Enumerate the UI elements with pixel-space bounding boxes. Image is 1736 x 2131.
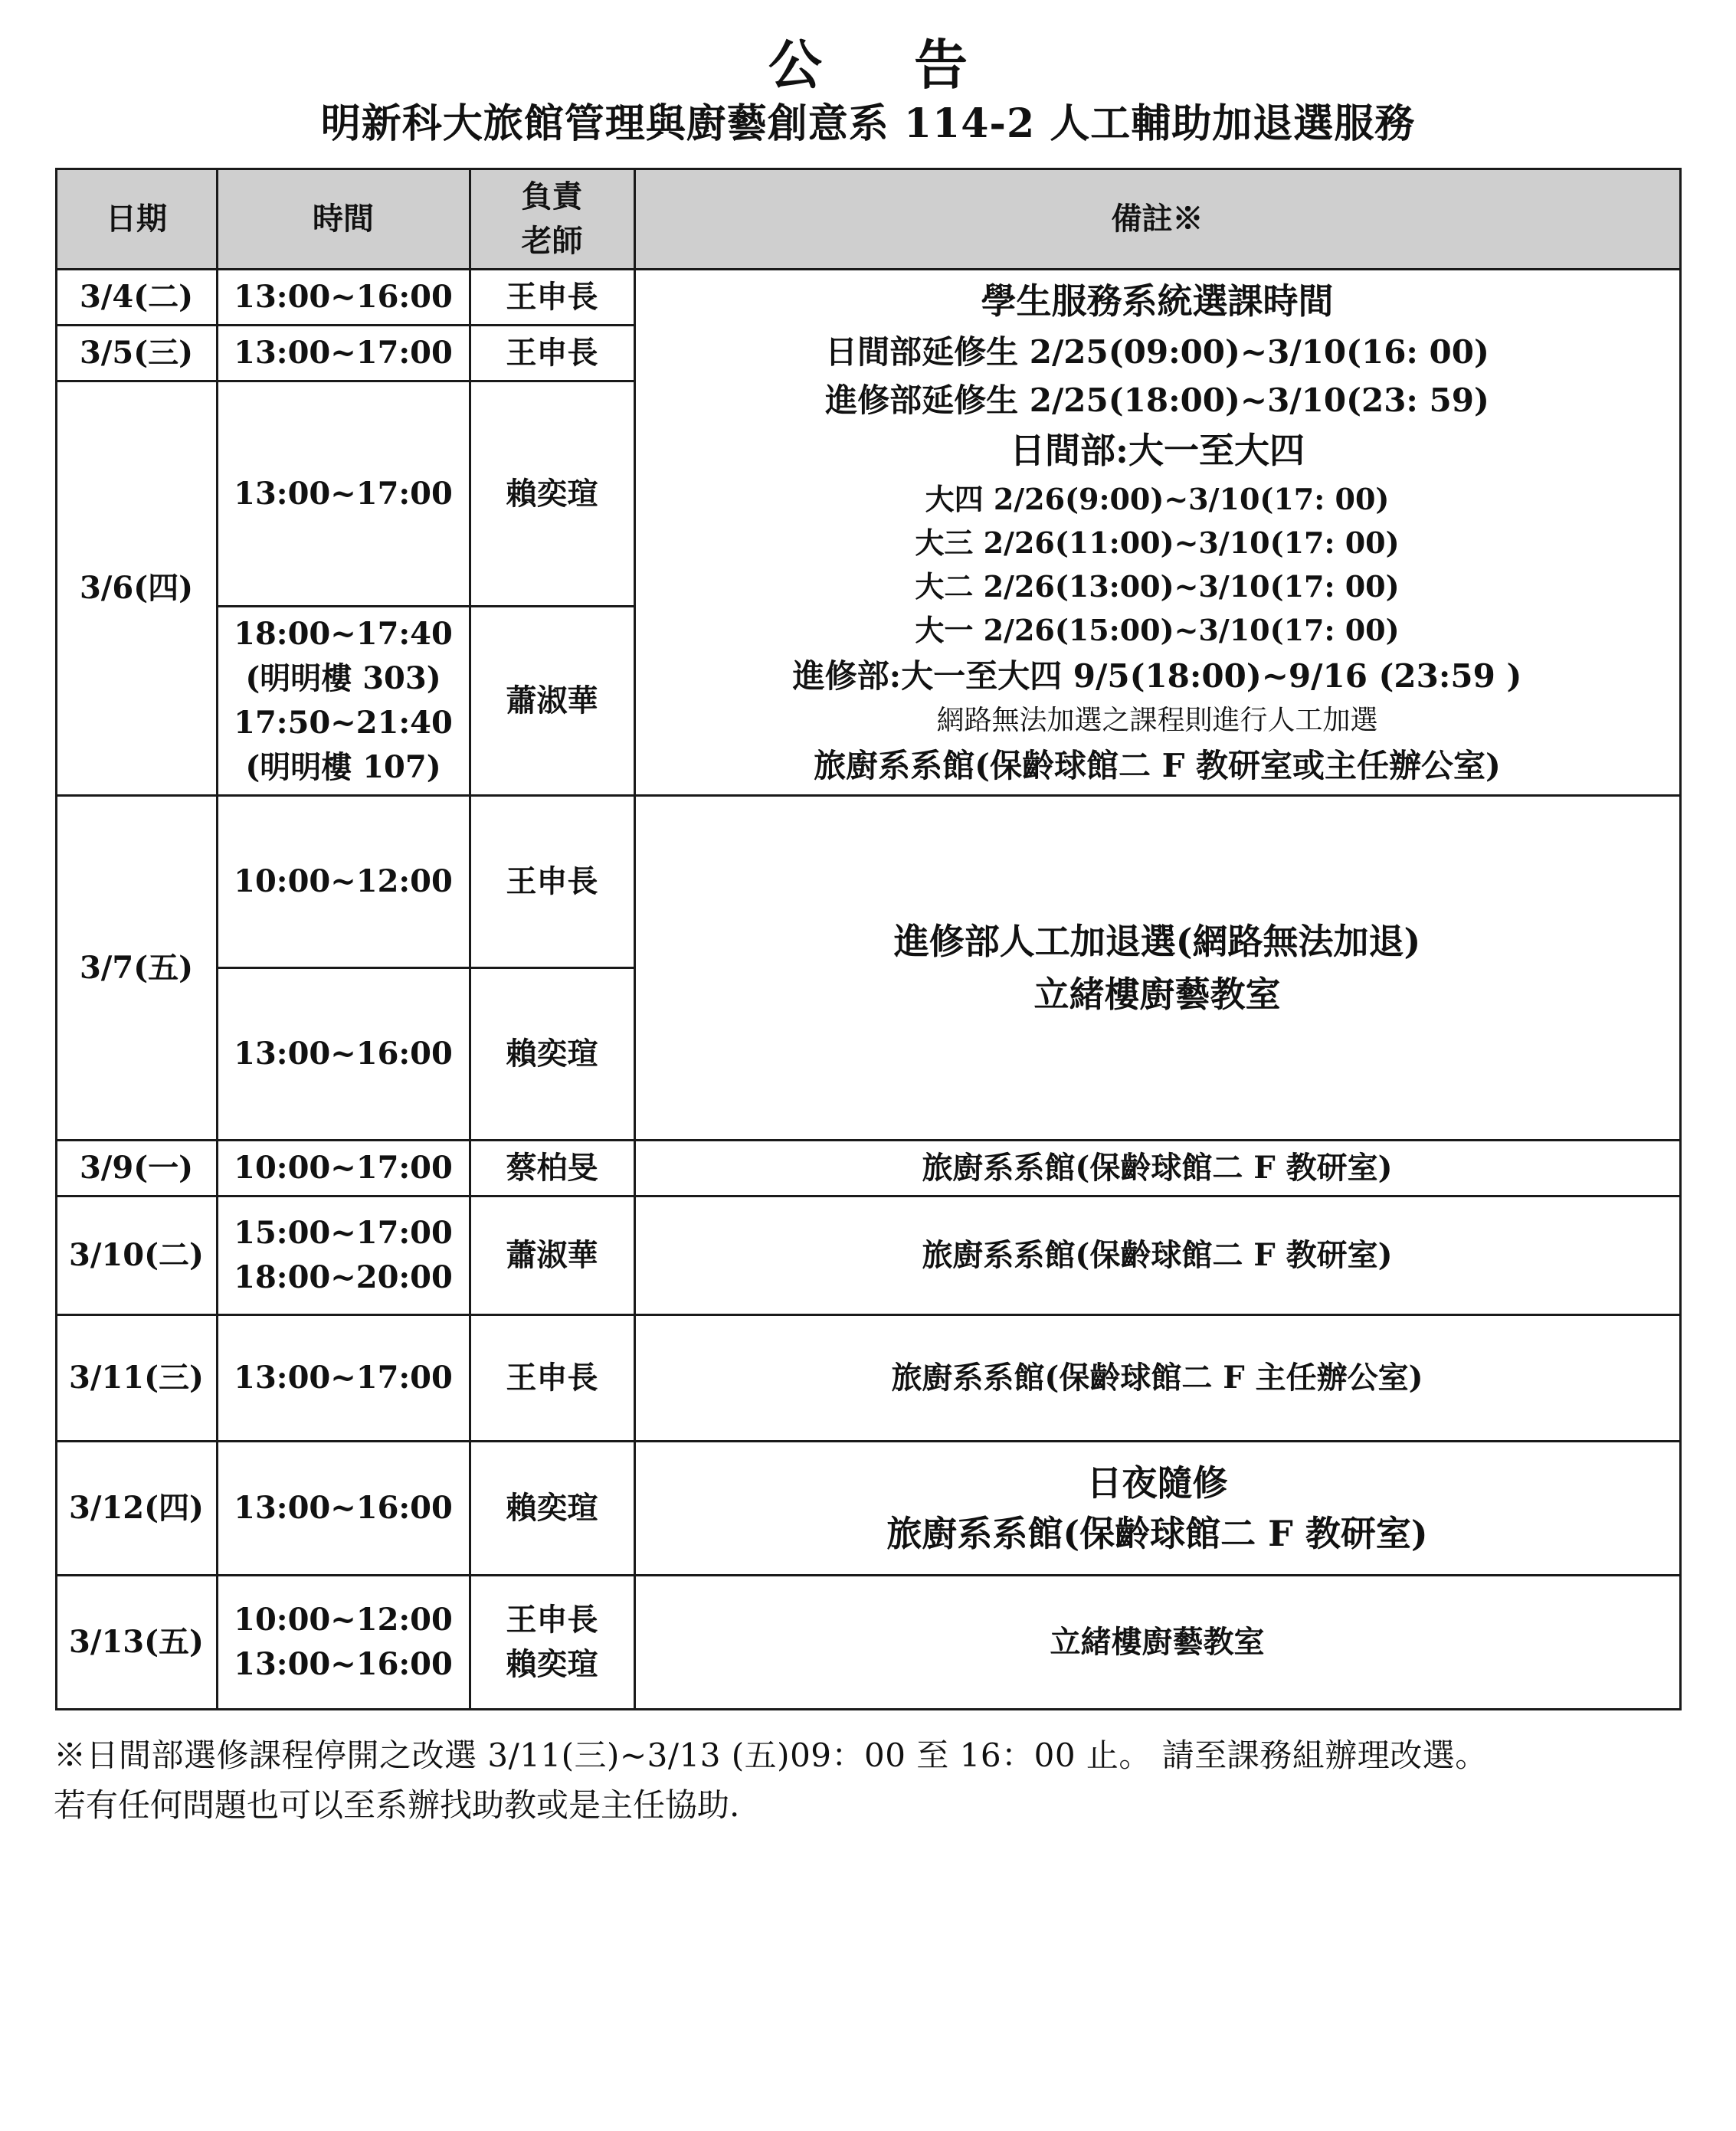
cell-teacher: 王申長: [470, 1315, 634, 1442]
cell-time: [217, 1196, 470, 1315]
cell-time: 13:00~16:00: [217, 270, 470, 326]
cell-time: [217, 1576, 470, 1710]
footnote-line: ※日間部選修課程停開之改選 3/11(三)~3/13 (五)09：00 至 16：00 止。 請至課務組辦理改選。: [54, 1737, 1488, 1775]
remark-lines: [639, 275, 1676, 790]
header-time: 時間: [217, 169, 470, 270]
cell-time: [217, 607, 470, 796]
remark-line: 進修部:大一至大四 9/5(18:00)~9/16 (23:59 ): [792, 657, 1522, 696]
cell-remark: 旅廚系系館(保齡球館二 F 教研室): [634, 1196, 1680, 1315]
cell-time: 10:00~12:00: [217, 796, 470, 968]
schedule-table: [55, 168, 1682, 1710]
cell-teacher: 賴奕瑄: [470, 968, 634, 1141]
time-line: 17:50~21:40: [234, 705, 453, 741]
remark-line: 大四 2/26(9:00)~3/10(17: 00): [925, 482, 1390, 517]
teacher-line: 王申長: [506, 1602, 598, 1638]
table-row: [56, 1196, 1680, 1315]
remark-line: 日間部:大一至大四: [1010, 430, 1305, 472]
table-row: [56, 796, 1680, 968]
cell-time: 13:00~17:00: [217, 1315, 470, 1442]
footnotes: [54, 1730, 1708, 1830]
page-subtitle: 明新科大旅館管理與廚藝創意系 114-2 人工輔助加退選服務: [320, 100, 1416, 147]
table-row: [56, 1442, 1680, 1576]
cell-teacher: [470, 1576, 634, 1710]
table-header-row: [56, 169, 1680, 270]
header-teacher-line1: 負責: [521, 178, 583, 215]
footnote-line: 若有任何問題也可以至系辦找助教或是主任協助.: [54, 1786, 740, 1825]
table-row: [56, 1315, 1680, 1442]
time-line: (明明樓 107): [245, 749, 441, 786]
cell-time: 13:00~17:00: [217, 381, 470, 607]
cell-teacher: 蕭淑華: [470, 1196, 634, 1315]
time-line: 10:00~12:00: [234, 1602, 453, 1638]
cell-date: 3/11(三): [56, 1315, 217, 1442]
time-line: 18:00~20:00: [234, 1259, 453, 1296]
cell-remark-group-1: [634, 270, 1680, 796]
cell-remark: 旅廚系系館(保齡球館二 F 主任辦公室): [634, 1315, 1680, 1442]
cell-teacher: 王申長: [470, 326, 634, 381]
teacher-line: 賴奕瑄: [506, 1646, 598, 1683]
remark-line: 進修部人工加退選(網路無法加退): [893, 920, 1421, 962]
cell-remark: [634, 1442, 1680, 1576]
remark-line: 旅廚系系館(保齡球館二 F 教研室或主任辦公室): [814, 747, 1501, 785]
cell-remark: 旅廚系系館(保齡球館二 F 教研室): [634, 1141, 1680, 1196]
cell-date: 3/6(四): [56, 381, 217, 796]
page-title: 公 告: [768, 33, 1005, 97]
remark-line: 大一 2/26(15:00)~3/10(17: 00): [915, 613, 1400, 648]
cell-date: 3/10(二): [56, 1196, 217, 1315]
remark-line: 網路無法加選之課程則進行人工加選: [936, 705, 1378, 737]
cell-time: 13:00~16:00: [217, 1442, 470, 1576]
remark-line: 立緒樓廚藝教室: [1033, 973, 1281, 1015]
remark-line: 旅廚系系館(保齡球館二 F 教研室): [886, 1513, 1428, 1555]
time-line: 13:00~16:00: [234, 1646, 453, 1683]
remark-line: 進修部延修生 2/25(18:00)~3/10(23: 59): [825, 381, 1489, 420]
cell-teacher: 賴奕瑄: [470, 381, 634, 607]
header-date: 日期: [56, 169, 217, 270]
remark-line: 大三 2/26(11:00)~3/10(17: 00): [915, 525, 1400, 561]
cell-remark: 立緒樓廚藝教室: [634, 1576, 1680, 1710]
cell-date: 3/5(三): [56, 326, 217, 381]
header-teacher-line2: 老師: [521, 223, 583, 260]
time-line: 15:00~17:00: [234, 1215, 453, 1252]
remark-lines: [639, 915, 1676, 1021]
time-line: 18:00~17:40: [234, 616, 453, 653]
cell-time: 13:00~17:00: [217, 326, 470, 381]
time-line: (明明樓 303): [245, 660, 441, 697]
header-remark: 備註※: [634, 169, 1680, 270]
cell-date: 3/7(五): [56, 796, 217, 1141]
cell-teacher: 王申長: [470, 796, 634, 968]
table-row: [56, 270, 1680, 326]
remark-line: 日間部延修生 2/25(09:00)~3/10(16: 00): [825, 333, 1489, 372]
table-row: [56, 1576, 1680, 1710]
cell-time: 10:00~17:00: [217, 1141, 470, 1196]
cell-date: 3/4(二): [56, 270, 217, 326]
cell-teacher: 蕭淑華: [470, 607, 634, 796]
cell-date: 3/13(五): [56, 1576, 217, 1710]
header-teacher: [470, 169, 634, 270]
cell-teacher: 賴奕瑄: [470, 1442, 634, 1576]
remark-line: 大二 2/26(13:00)~3/10(17: 00): [915, 569, 1400, 604]
table-row: [56, 1141, 1680, 1196]
remark-line: 日夜隨修: [1086, 1462, 1228, 1504]
remark-line: 學生服務系統選課時間: [981, 280, 1334, 322]
cell-remark-group-2: [634, 796, 1680, 1141]
cell-time: 13:00~16:00: [217, 968, 470, 1141]
cell-teacher: 王申長: [470, 270, 634, 326]
cell-teacher: 蔡柏旻: [470, 1141, 634, 1196]
cell-date: 3/12(四): [56, 1442, 217, 1576]
cell-date: 3/9(一): [56, 1141, 217, 1196]
